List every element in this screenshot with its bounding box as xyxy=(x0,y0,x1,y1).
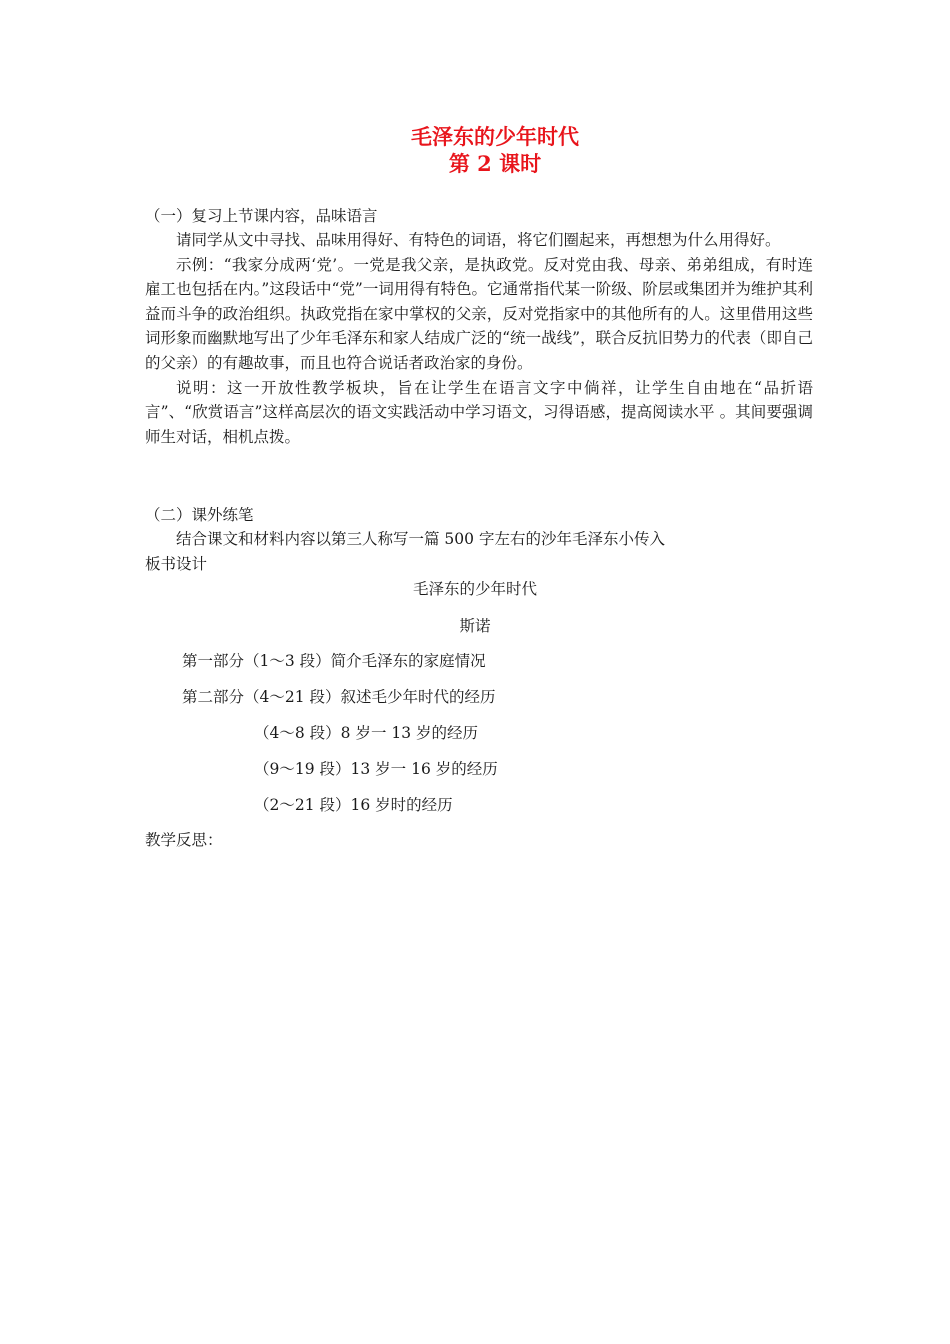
board-part2: 第二部分（4～21 段）叙述毛少年时代的经历 xyxy=(182,688,496,706)
board-sub1: （4～8 段）8 岁一 13 岁的经历 xyxy=(254,724,479,742)
section1-note: 说明：这一开放性教学板块，旨在让学生在语言文字中倘祥，让学生自由地在“品折语言”、“欣赏语言”这样高层次的语文实践活动中学习语文，习得语感，提高阅读水平 。其间要强调师生对话，相机点拨。 xyxy=(145,378,813,446)
lesson-subtitle: 第 2 课时 xyxy=(448,151,542,176)
section1-example: 示例：“我家分成两‘党’。一党是我父亲，是执政党。反对党由我、母亲、弟弟组成，有时连雇工也包括在内。”这段话中“党”一词用得有特色。它通常指代某一阶级、阶层或集团并为维护其利益而斗争的政治组织。执政党指在家中掌权的父亲，反对党指家中的其他所有的人。这里借用这些词形象而幽默地写出了少年毛泽东和家人结成广泛的“统一战线”，联合反抗旧势力的代表（即自己的父亲）的有趣故事，而且也符合说话者政治家的身份。 xyxy=(145,255,813,372)
document-title: 毛泽东的少年时代 xyxy=(411,124,579,149)
board-title: 毛泽东的少年时代 xyxy=(412,580,537,598)
board-part1: 第一部分（1～3 段）简介毛泽东的家庭情况 xyxy=(182,652,486,670)
section1-intro: 请同学从文中寻找、品味用得好、有特色的词语，将它们圈起来，再想想为什么用得好。 xyxy=(176,231,781,249)
section1-heading: （一）复习上节课内容，品味语言 xyxy=(145,207,378,225)
section1-body xyxy=(145,228,813,449)
section2-task: 结合课文和材料内容以第三人称写一篇 500 字左右的沙年毛泽东小传入 xyxy=(176,530,665,548)
board-sub3: （2～21 段）16 岁时的经历 xyxy=(254,796,453,814)
reflection-label: 教学反思： xyxy=(145,831,223,849)
board-sub2: （9～19 段）13 岁一 16 岁的经历 xyxy=(254,760,498,778)
board-heading: 板书设计 xyxy=(145,555,208,573)
board-author: 斯诺 xyxy=(459,617,491,635)
section2-heading: （二）课外练笔 xyxy=(145,506,254,524)
